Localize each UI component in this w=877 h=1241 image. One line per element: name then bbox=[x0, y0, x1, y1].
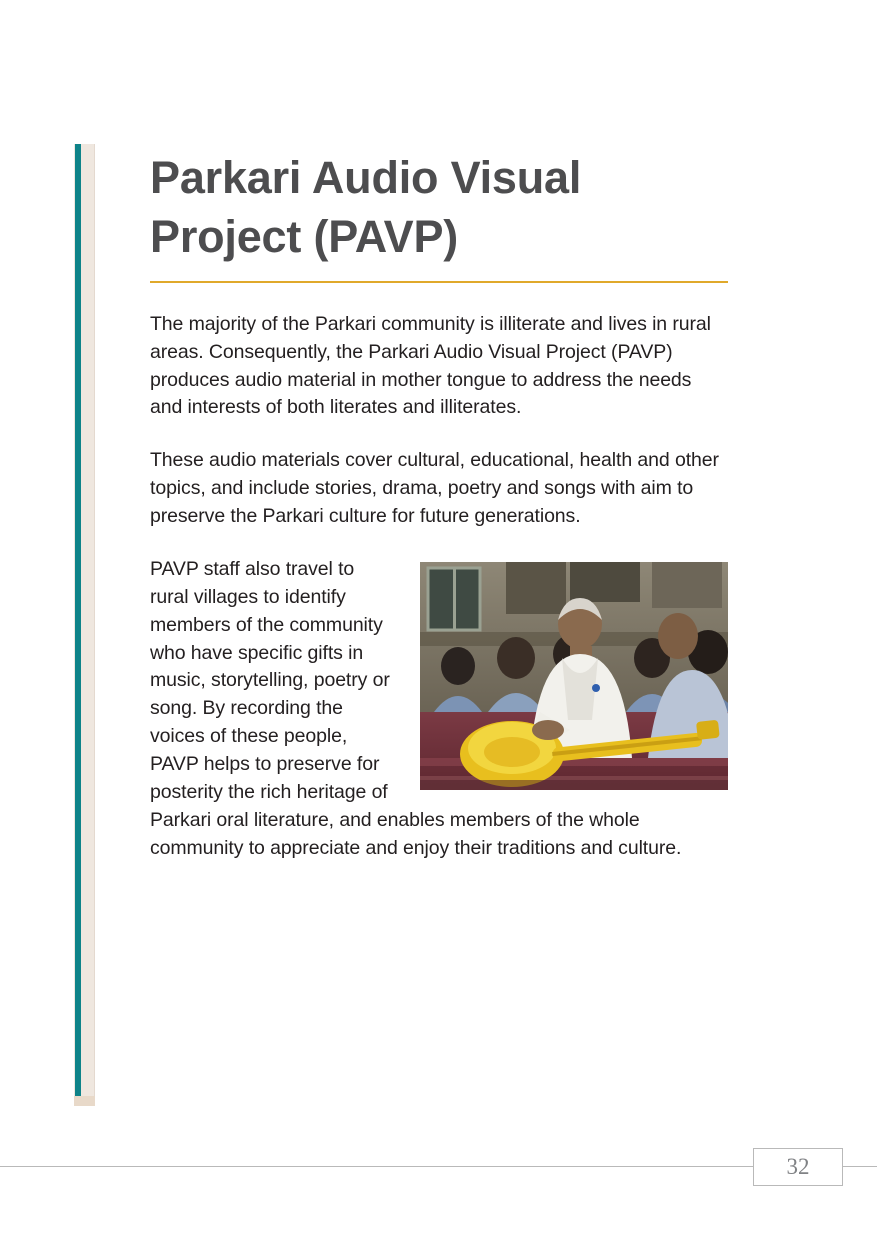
content-column bbox=[150, 148, 726, 863]
page-number: 32 bbox=[786, 1154, 810, 1179]
paragraph-2: These audio materials cover cultural, educational, health and other topics, and include stories, drama, poetry and songs with aim to preserve the Parkari culture for future generations. bbox=[150, 449, 719, 528]
title-divider bbox=[150, 281, 728, 283]
left-accent-bar bbox=[75, 144, 81, 1096]
paragraph-3-with-photo bbox=[150, 556, 728, 863]
paragraph-3-text: PAVP staff also travel to rural villages to identify members of the community who have specific gifts in music, storytelling, poetry or song. By recording the voices of these people, PAVP helps to preserve for posterity the rich heritage of Parkari oral literature, and enables members of the whole community to appreciate and enjoy their traditions and culture. bbox=[150, 557, 682, 859]
body-text bbox=[150, 311, 728, 863]
page-title: Parkari Audio Visual Project (PAVP) bbox=[150, 152, 582, 263]
page-number-box bbox=[753, 1148, 843, 1186]
left-band-foot bbox=[74, 1096, 95, 1106]
footer-divider bbox=[0, 1166, 877, 1167]
paragraph-1: The majority of the Parkari community is illiterate and lives in rural areas. Consequently, the Parkari Audio Visual Project (PAVP) produces audio material in mother tongue to address the needs and interests of both literates and illiterates. bbox=[150, 312, 711, 419]
photo-musicians bbox=[420, 562, 728, 790]
